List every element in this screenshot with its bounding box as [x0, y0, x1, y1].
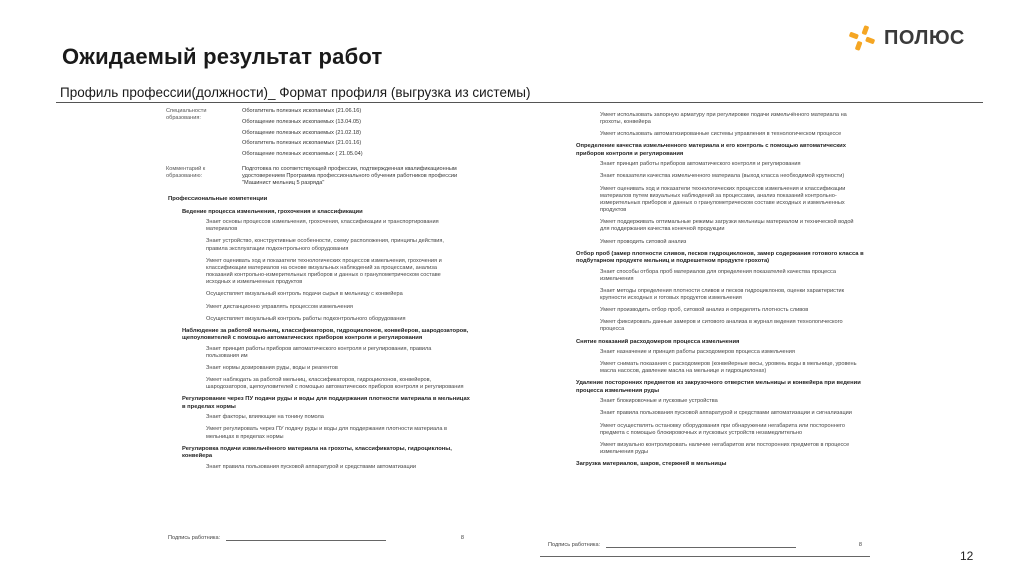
signature-line — [606, 547, 796, 548]
competency-item: Умеет визуально контролировать наличие негабаритов или посторонних предметов в процессе измельчения руды — [600, 441, 850, 456]
specialties-list — [242, 108, 472, 162]
competency-group-title: Определение качества измельченного материала и его контроль с помощью автоматических приборов контроля и регулирования — [576, 143, 846, 157]
company-logo — [848, 24, 965, 52]
competency-item: Умеет поддерживать оптимальные режимы загрузки мельницы материалом и технической водой для поддержания качества конечной продукции — [600, 219, 854, 233]
competency-item: Знает принцип работы приборов автоматического контроля и регулирования — [600, 161, 801, 168]
competency-item: Знает правила пользования пусковой аппаратурой и средствами автоматизации — [206, 463, 416, 470]
competency-item: Осуществляет визуальный контроль работы подконтрольного оборудования — [206, 315, 406, 322]
signature-row-right — [548, 542, 862, 549]
bottom-rule — [540, 556, 870, 557]
signature-row-left — [168, 535, 464, 542]
competency-item: Знает блокировочные и пусковые устройства — [600, 398, 718, 405]
signature-label: Подпись работника: — [548, 541, 601, 548]
competency-item: Знает нормы дозирования руды, воды и реагентов — [206, 365, 338, 372]
competency-item: Умеет регулировать через ПУ подачу руды и воды для поддержания плотности материала в мельницах в пределах нормы — [206, 426, 447, 440]
competency-item: Знает назначение и принцип работы расходомеров процесса измельчения — [600, 349, 795, 355]
section-title: Профессиональные компетенции — [168, 196, 268, 203]
competency-groups-right — [540, 143, 870, 468]
competency-group-title: Отбор проб (замер плотности сливов, песков гидроциклонов, замер содержания готового класса в подбутарном продукте мельниц и подрешетном продукте грохота) — [576, 250, 864, 265]
competency-group-title: Регулирование через ПУ подачи руды и воды для поддержания плотности материала в мельницах в пределах нормы — [182, 396, 470, 410]
competency-item: Умеет дистанционно управлять процессом измельчения — [206, 303, 353, 310]
competency-item: Умеет проводить ситовой анализ — [600, 238, 687, 245]
competency-item: Умеет фиксировать данные замеров и ситового анализа в журнал ведения технологического процесса — [600, 319, 843, 333]
competency-item: Осуществляет визуальный контроль подачи сырья в мельницу с конвейера — [206, 291, 403, 298]
slide-page-number: 12 — [960, 549, 974, 563]
competency-item: Умеет наблюдать за работой мельниц, классификаторов, гидроциклонов, конвейеров, шародозаторов, щепоуловителей с помощью автоматических приборов контроля и регулирования — [206, 377, 464, 391]
profile-page-left — [160, 108, 472, 548]
signature-label: Подпись работника: — [168, 534, 221, 541]
doc-page-number: 8 — [460, 534, 464, 541]
competency-group-title: Удаление посторонних предметов из закрузочного отверстия мельницы и конвейера при ведении процесса измельчения руды — [576, 380, 861, 394]
competency-item: Знает основы процессов измельчения, грохочения, классификации и транспортирования материалов — [206, 219, 439, 233]
comment-label: Комментарий к образованию: — [166, 165, 206, 179]
slide-title: Ожидаемый результат работ — [62, 44, 383, 69]
competency-item: Умеет оценивать ход и показатели технологических процессов измельчения и классификации материалов путем визуальных наблюдений за процессами, анализ показаний контрольно-измерительных приборов и данных о гранулометрическом составе исходных и измельченных продуктов — [600, 185, 846, 214]
competency-group-title: Наблюдение за работой мельниц, классификаторов, гидроциклонов, конвейеров, шародозаторов, щепоуловителей с помощью автоматических приборов контроля и регулирования — [182, 327, 469, 342]
specialty-item: Обогатитель полезных ископаемых (21.01.16) — [242, 140, 362, 147]
signature-line — [226, 540, 386, 541]
specialty-item: Обогащение полезных ископаемых ( 21.05.04) — [242, 151, 363, 157]
competency-group-title: Регулировка подачи измельчённого материала на грохоты, классификаторы, гидроциклоны, конвейера — [182, 445, 452, 460]
competency-item: Умеет осуществлять остановку оборудования при обнаружении негабарита или постороннего предмета с помощью блокировочных и пусковых устройств незамедлительно — [600, 422, 845, 436]
competency-item: Умеет использовать запорную арматуру при регулировке подачи измельчённого материала на грохоты, конвейера — [600, 112, 847, 126]
competency-item: Знает показатели качества измельченного материала (выход класса необходимой крупности) — [600, 173, 845, 180]
specialties-label: Специальности образования: — [166, 108, 207, 122]
competency-item: Знает факторы, влияющие на тонину помола — [206, 414, 324, 421]
doc-page-number: 8 — [858, 541, 862, 548]
header-divider — [56, 102, 983, 103]
specialty-item: Обогащение полезных ископаемых (21.02.18) — [242, 129, 362, 136]
polyus-logo-icon — [848, 24, 876, 52]
competency-item: Знает принцип работы приборов автоматического контроля и регулирования, правила пользования им — [206, 345, 432, 359]
competency-groups-left — [160, 209, 472, 471]
intro-items — [540, 112, 870, 138]
slide-subtitle: Профиль профессии(должности)_ Формат профиля (выгрузка из системы) — [60, 85, 531, 100]
comment-text: Подготовка по соответствующей профессии, подтвержденная квалификационным удостоверением Программа профессионального обучения работников профессии "Машинист мельниц 5 разряда" — [242, 165, 458, 187]
comment-field — [160, 166, 472, 187]
competency-item: Умеет оценивать ход и показатели технологических процессов измельчения, грохочения и классификации материалов на основе визуальных наблюдений за процессами, анализа показаний контрольно-измерительных приборов и данных о гранулометрическом составе исходных и измельченных продуктов — [206, 257, 442, 286]
logo-text: ПОЛЮС — [884, 26, 965, 49]
competency-item: Знает устройство, конструктивные особенности, схему расположения, принципы действия, правила эксплуатации подконтрольного оборудования — [206, 238, 444, 252]
competency-item: Знает правила пользования пусковой аппаратурой и средствами автоматизации и сигнализации — [600, 410, 852, 417]
profile-page-right — [540, 112, 870, 557]
competency-group-title: Загрузка материалов, шаров, стержней в мельницы — [576, 461, 727, 468]
competency-item: Умеет снимать показания с расходомеров (конвейерные весы, уровень воды в мельнице, уровень масла насосов, давление масла на мельнице и гидроциклонах) — [600, 361, 857, 375]
competency-item: Умеет использовать автоматизированные системы управления в технологическом процессе — [600, 131, 842, 138]
competency-item: Умеет производить отбор проб, ситовой анализ и определять плотность сливов — [600, 307, 809, 314]
specialty-item: Обогащение полезных ископаемых (13.04.05) — [242, 118, 362, 125]
competency-item: Знает методы определения плотности сливов и песков гидроциклонов, оценки характеристик крупности исходных и готовых продуктов измельчения — [600, 287, 845, 301]
competency-item: Знает способы отбора проб материалов для определения показателей качества процесса измельчения — [600, 268, 836, 282]
competency-group-title: Снятие показаний расходомеров процесса измельчения — [576, 338, 740, 345]
specialty-item: Обогатитель полезных ископаемых (21.06.16) — [242, 108, 362, 114]
competency-group-title: Ведение процесса измельчения, грохочения и классификации — [182, 208, 363, 215]
specialties-field — [160, 108, 472, 162]
